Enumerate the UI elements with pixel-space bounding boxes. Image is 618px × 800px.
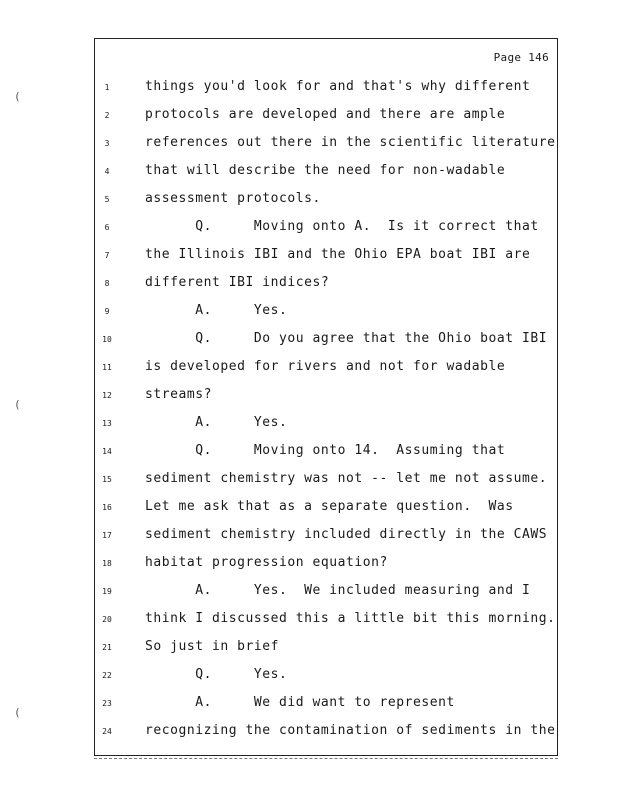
transcript-line — [95, 439, 559, 467]
line-text: Q. Yes. — [145, 667, 288, 682]
line-text: things you'd look for and that's why different — [145, 79, 531, 94]
bottom-rule — [94, 758, 558, 759]
line-number: 15 — [102, 475, 112, 484]
line-text: streams? — [145, 387, 213, 402]
line-number: 8 — [104, 279, 110, 288]
line-number: 22 — [102, 671, 112, 680]
line-number: 21 — [102, 643, 112, 652]
transcript-line — [95, 411, 559, 439]
transcript-line — [95, 159, 559, 187]
transcript-line — [95, 383, 559, 411]
transcript-line — [95, 467, 559, 495]
transcript-line — [95, 719, 559, 747]
transcript-line — [95, 299, 559, 327]
line-text: Q. Moving onto A. Is it correct that — [145, 219, 539, 234]
line-number: 5 — [104, 195, 110, 204]
line-number: 3 — [104, 139, 110, 148]
line-text: sediment chemistry was not -- let me not assume. — [145, 471, 548, 486]
line-text: references out there in the scientific literature — [145, 135, 556, 150]
line-number: 4 — [104, 167, 110, 176]
line-number: 14 — [102, 447, 112, 456]
line-text: Let me ask that as a separate question. Was — [145, 499, 514, 514]
line-text: protocols are developed and there are ample — [145, 107, 506, 122]
line-text: habitat progression equation? — [145, 555, 388, 570]
line-number: 17 — [102, 531, 112, 540]
line-number: 7 — [104, 251, 110, 260]
transcript-line — [95, 355, 559, 383]
line-text: A. We did want to represent — [145, 695, 455, 710]
line-text: sediment chemistry included directly in the CAWS — [145, 527, 548, 542]
line-text: think I discussed this a little bit this morning. — [145, 611, 556, 626]
line-number: 13 — [102, 419, 112, 428]
line-number: 10 — [102, 335, 112, 344]
transcript-line — [95, 691, 559, 719]
transcript-line — [95, 187, 559, 215]
transcript-line — [95, 131, 559, 159]
line-text: assessment protocols. — [145, 191, 321, 206]
transcript-line — [95, 579, 559, 607]
transcript-line — [95, 327, 559, 355]
transcript-page — [94, 38, 558, 756]
line-number: 11 — [102, 363, 112, 372]
line-number: 12 — [102, 391, 112, 400]
line-number: 20 — [102, 615, 112, 624]
line-number: 23 — [102, 699, 112, 708]
line-text: different IBI indices? — [145, 275, 330, 290]
transcript-line — [95, 103, 559, 131]
transcript-line — [95, 607, 559, 635]
line-number: 2 — [104, 111, 110, 120]
line-text: So just in brief — [145, 639, 280, 654]
line-text: A. Yes. — [145, 303, 288, 318]
transcript-line — [95, 75, 559, 103]
line-number: 9 — [104, 307, 110, 316]
transcript-line — [95, 635, 559, 663]
line-text: that will describe the need for non-wadable — [145, 163, 506, 178]
transcript-line — [95, 243, 559, 271]
line-number: 6 — [104, 223, 110, 232]
line-number: 1 — [104, 83, 110, 92]
transcript-line — [95, 523, 559, 551]
page-number: Page 146 — [493, 51, 549, 64]
line-text: the Illinois IBI and the Ohio EPA boat IBI are — [145, 247, 531, 262]
margin-mark: ( — [14, 706, 21, 719]
line-number: 16 — [102, 503, 112, 512]
transcript-line — [95, 271, 559, 299]
line-text: A. Yes. — [145, 415, 288, 430]
transcript-line — [95, 551, 559, 579]
line-text: Q. Moving onto 14. Assuming that — [145, 443, 506, 458]
line-text: Q. Do you agree that the Ohio boat IBI — [145, 331, 548, 346]
line-number: 18 — [102, 559, 112, 568]
transcript-line — [95, 663, 559, 691]
line-text: is developed for rivers and not for wadable — [145, 359, 506, 374]
margin-mark: ( — [14, 90, 21, 103]
margin-mark: ( — [14, 398, 21, 411]
line-number: 24 — [102, 727, 112, 736]
transcript-line — [95, 495, 559, 523]
line-text: recognizing the contamination of sediments in the — [145, 723, 556, 738]
line-text: A. Yes. We included measuring and I — [145, 583, 531, 598]
transcript-line — [95, 215, 559, 243]
line-number: 19 — [102, 587, 112, 596]
